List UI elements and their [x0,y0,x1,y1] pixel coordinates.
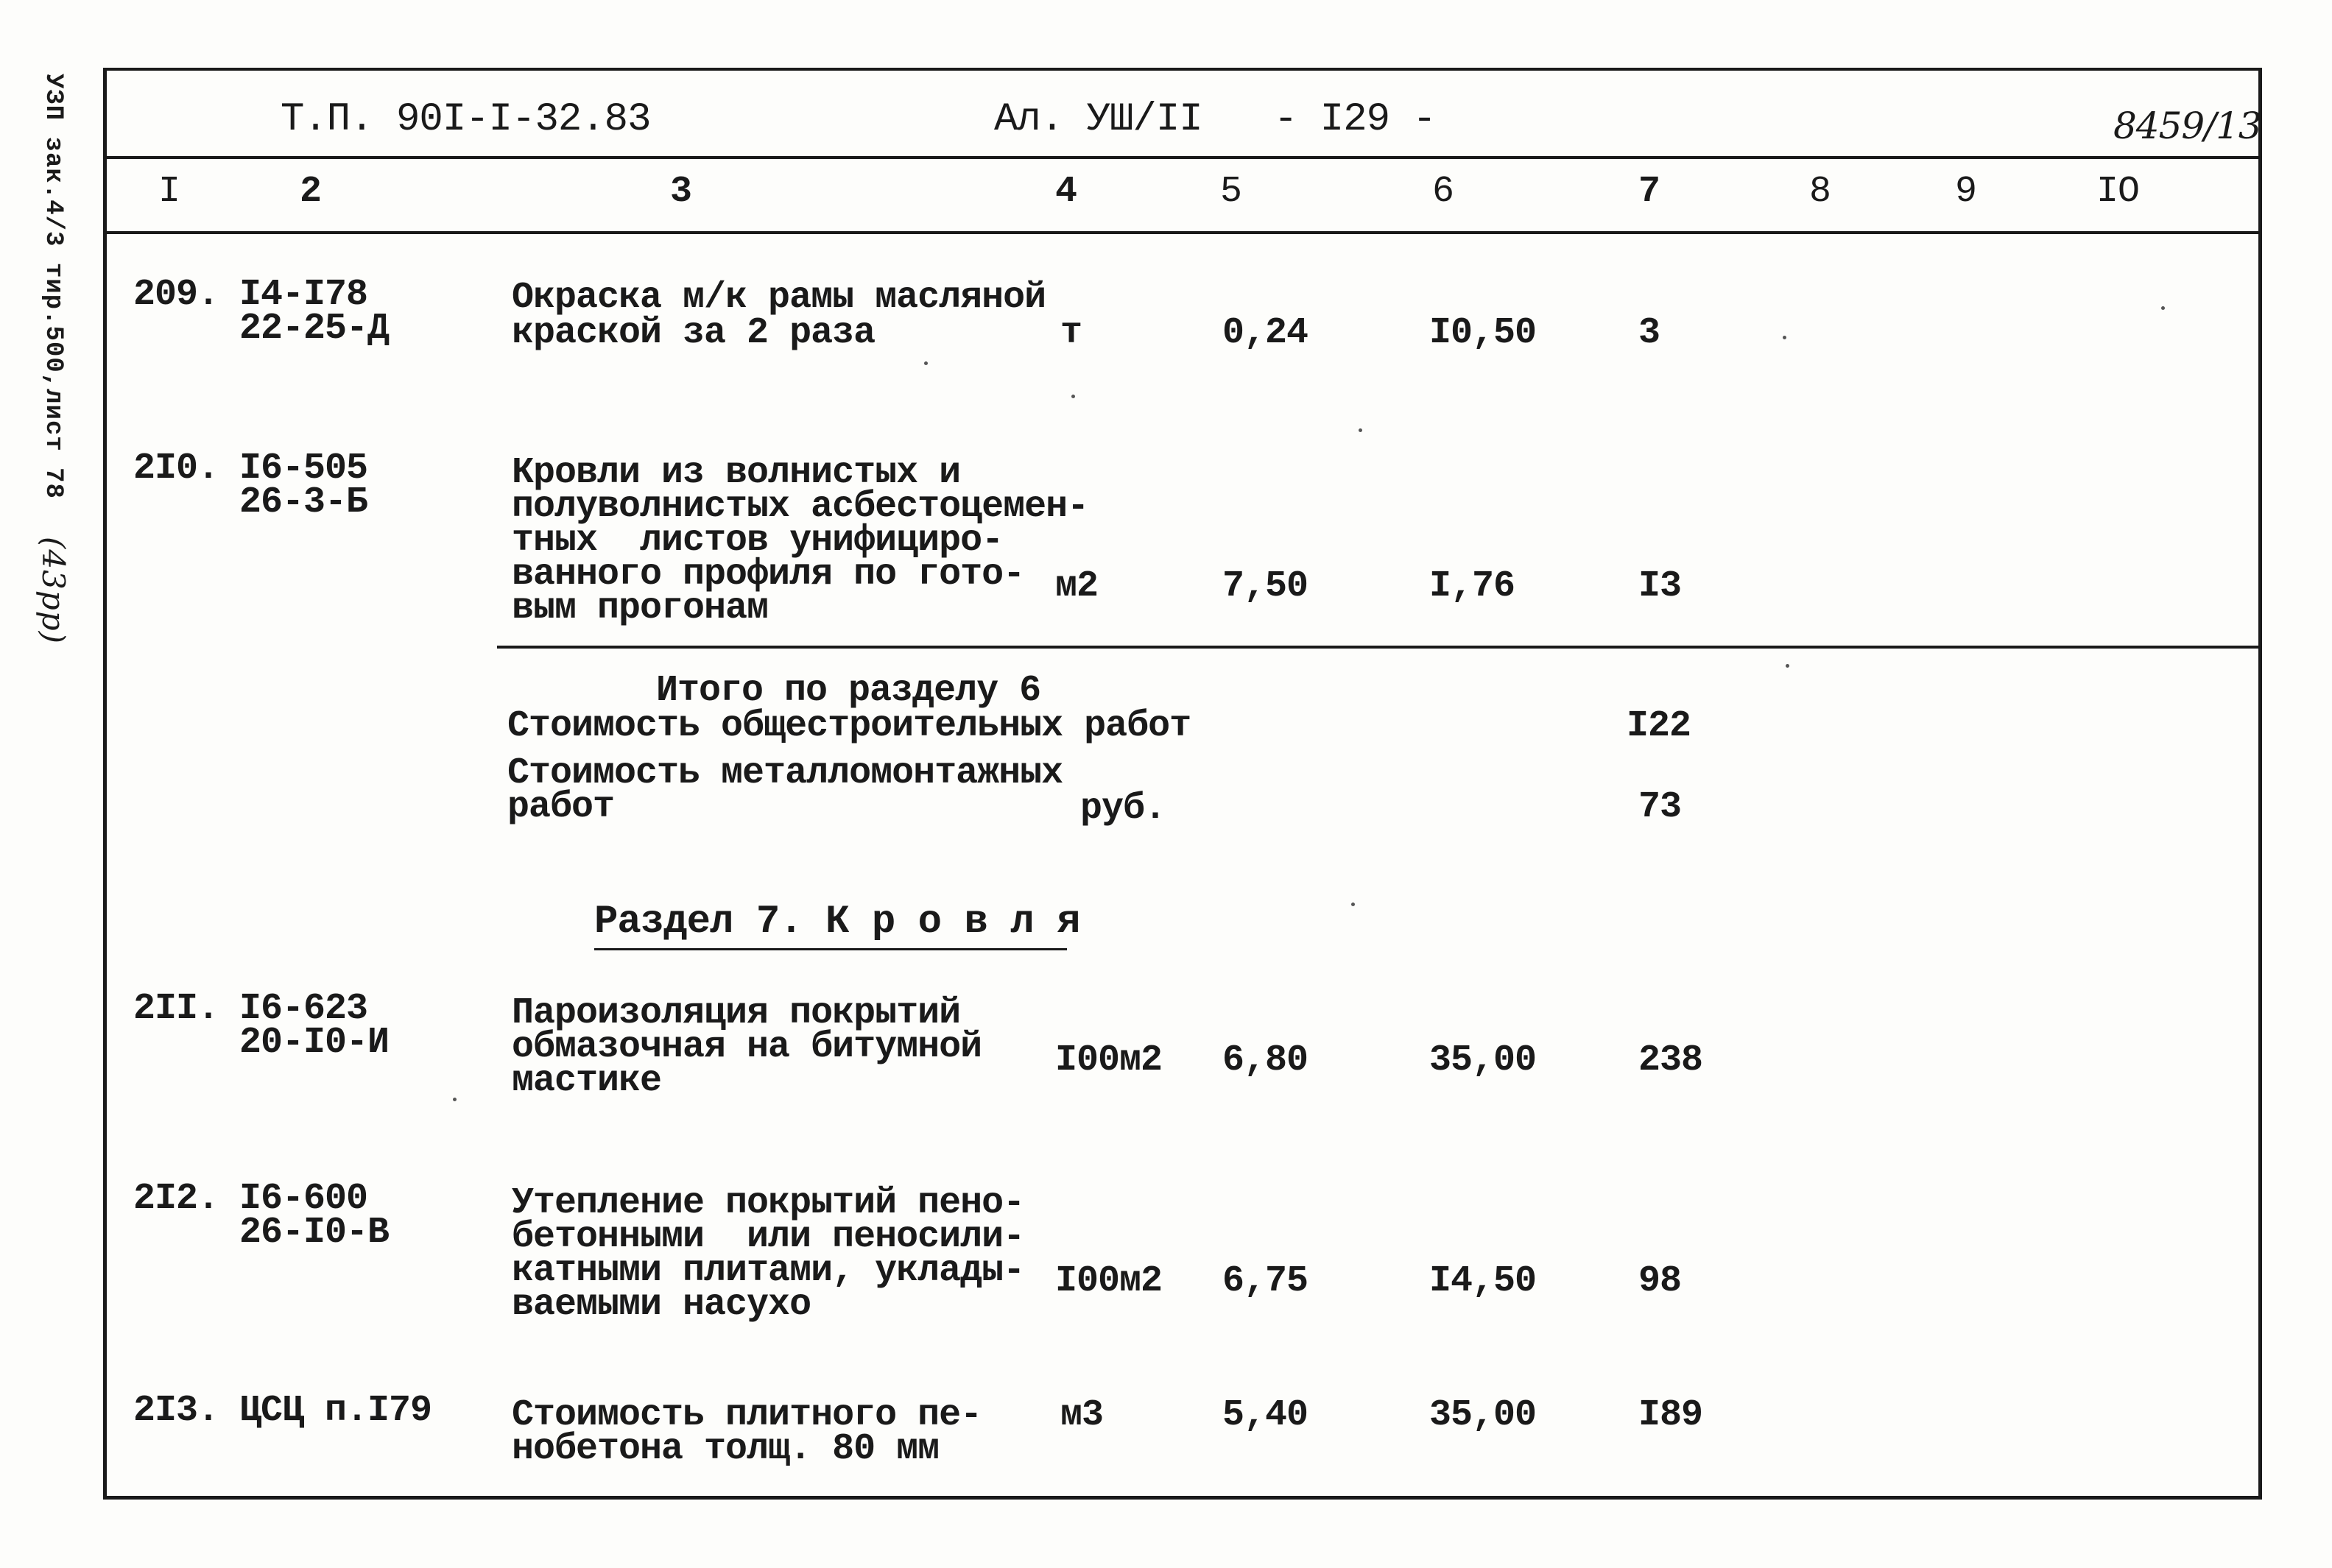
row-210-desc-1: Кровли из волнистых и [512,452,961,494]
col-6: 6 [1432,171,1454,213]
margin-handwritten: (43pp) [35,537,71,645]
row-213-unit: м3 [1060,1394,1104,1436]
row-209-code-1: I4-I78 [239,274,368,316]
header-album: Ал. УШ/II [994,97,1202,142]
summary-metal-unit: руб. [1080,788,1166,830]
row-210-price: I,76 [1429,565,1515,607]
row-211-code-1: I6-623 [239,988,368,1030]
row-210-desc-5: вым прогонам [512,587,769,629]
summary-title: Итого по разделу 6 [656,670,1041,712]
row-210-desc-3: тных листов унифициро- [512,520,1004,562]
row-211-desc-2: обмазочная на битумной [512,1026,982,1068]
header-handnote: 8459/13 [2113,105,2261,147]
row-209-code-2: 22-25-Д [239,308,390,350]
row-210-num: 2I0. [133,448,219,490]
margin-note [35,74,71,645]
header-rule [107,156,2258,159]
row-209-price: I0,50 [1429,312,1537,354]
row-212-desc-1: Утепление покрытий пено- [512,1182,1025,1224]
summary-metal-label-2: работ [507,786,615,828]
summary-metal-label-1: Стоимость металломонтажных [507,752,1063,794]
row-210-desc-2: полуволнистых асбестоцемен- [512,486,1089,528]
row-213-price: 35,00 [1429,1394,1537,1436]
summary-general-total: I22 [1627,705,1691,747]
row-212-code-1: I6-600 [239,1178,368,1220]
summary-metal-total: 73 [1638,786,1682,828]
row-210-desc-4: ванного профиля по гото- [512,554,1025,596]
col-7: 7 [1638,171,1660,213]
row-211-qty: 6,80 [1222,1039,1308,1081]
row-212-desc-4: ваемыми насухо [512,1284,811,1326]
row-212-total: 98 [1638,1260,1682,1302]
col-2: 2 [300,171,322,213]
row-210-qty: 7,50 [1222,565,1308,607]
column-header-rule [107,231,2258,234]
col-3: 3 [670,171,692,213]
scan-speck [1071,395,1075,398]
row-212-price: I4,50 [1429,1260,1537,1302]
row-209-num: 209. [133,274,219,316]
row-209-unit: т [1060,312,1082,354]
col-9: 9 [1955,171,1977,213]
row-209-desc-1: Окраска м/к рамы масляной [512,277,1046,319]
row-212-num: 2I2. [133,1178,219,1220]
scan-speck [1359,428,1362,432]
col-8: 8 [1809,171,1831,213]
row-210-unit: м2 [1055,565,1099,607]
row-213-total: I89 [1638,1394,1703,1436]
col-5: 5 [1220,171,1242,213]
row-213-desc-1: Стоимость плитного пе- [512,1394,982,1436]
col-4: 4 [1055,171,1077,213]
row-209-desc-2: краской за 2 раза [512,312,876,354]
header-tp: Т.П. 90I-I-32.83 [281,97,651,142]
scan-speck [1351,903,1355,906]
row-212-code-2: 26-I0-В [239,1212,390,1254]
row-212-unit: I00м2 [1055,1260,1163,1302]
row-210-total: I3 [1638,565,1682,607]
row-212-desc-3: катными плитами, уклады- [512,1250,1025,1292]
row-213-num: 2I3. [133,1390,219,1432]
scan-speck [924,361,928,365]
row-211-desc-3: мастике [512,1060,662,1102]
row-211-price: 35,00 [1429,1039,1537,1081]
row-213-code-1: ЦСЦ п.I79 [239,1390,432,1432]
scan-speck [1786,664,1789,668]
estimate-sheet [103,68,2262,1500]
row-211-num: 2II. [133,988,219,1030]
scan-speck [2161,306,2165,310]
row-209-total: 3 [1638,312,1660,354]
row-211-desc-1: Пароизоляция покрытий [512,992,961,1034]
row-213-qty: 5,40 [1222,1394,1308,1436]
row-212-desc-2: бетонными или пеносили- [512,1216,1025,1258]
section7-title: Раздел 7. К р о в л я [594,900,1080,944]
row-209-qty: 0,24 [1222,312,1308,354]
row-210-code-1: I6-505 [239,448,368,490]
header-page: - I29 - [1274,97,1436,142]
row-211-unit: I00м2 [1055,1039,1163,1081]
section6-total-rule [497,646,2258,649]
row-211-code-2: 20-I0-И [239,1022,390,1064]
row-210-code-2: 26-3-Б [239,481,368,523]
row-212-qty: 6,75 [1222,1260,1308,1302]
section7-underline [594,948,1067,950]
summary-general-label: Стоимость общестроительных работ [507,705,1191,747]
row-211-total: 238 [1638,1039,1703,1081]
col-1: I [158,171,180,213]
col-10: IO [2096,171,2140,213]
scan-speck [1783,336,1786,339]
margin-stamp: УЗП зак.4/3 тир.500,лист 78 [39,74,67,499]
scan-speck [453,1098,457,1101]
row-213-desc-2: нобетона толщ. 80 мм [512,1428,940,1470]
